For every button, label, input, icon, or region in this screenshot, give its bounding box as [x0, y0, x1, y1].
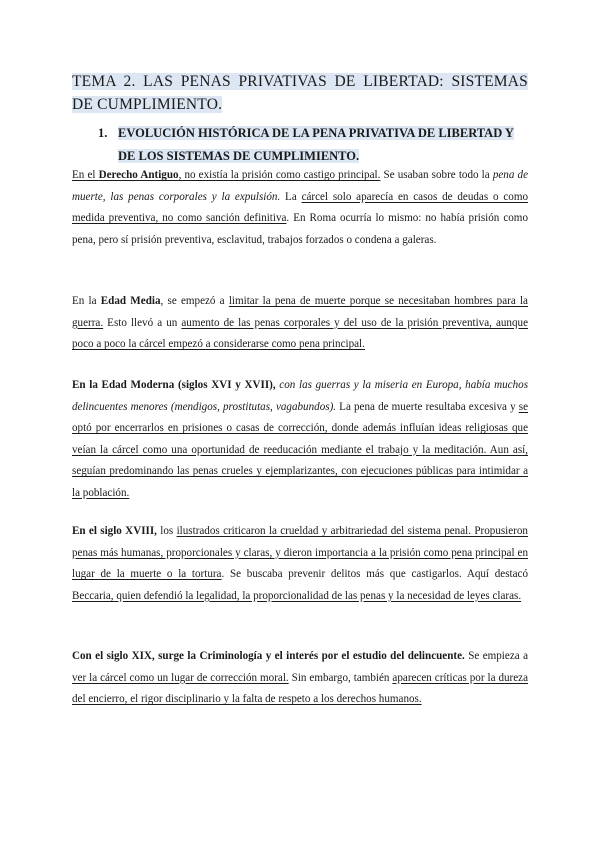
underlined-text: Beccaria, quien defendió la legalidad, la proporcionalidad de las penas y la necesidad de leyes claras. [72, 589, 522, 602]
paragraph-siglo-xviii: En el siglo XVIII, los ilustrados criticaron la crueldad y arbitrariedad del sistema penal. Propusieron penas más humanas, proporcionales y claras, y dieron importancia a la prisión como pena principal en lugar de la muerte o la tortura. Se buscaba prevenir delitos más que castigarlos. Aquí destacó Beccaria, quien defendió la legalidad, la proporcionalidad de las penas y la necesidad de leyes claras. [72, 525, 528, 602]
italic-text: pena de muerte, las penas corporales y la expulsión. [72, 169, 528, 203]
paragraph-edad-moderna: En la Edad Moderna (siglos XVI y XVII), con las guerras y la miseria en Europa, había muchos delincuentes menores (mendigos, prostitutas, vagabundos). La pena de muerte resultaba excesiva y se optó por encerrarlos en prisiones o casas de corrección, donde además influían ideas religiosas que veían la cárcel como una oportunidad de reeducación mediante el trabajo y la meditación. Aun así, seguían predominando las penas crueles y ejemplarizantes, con ejecuciones públicas para intimidar a la población. [72, 379, 529, 499]
underlined-text: aparecen críticas por la dureza del encierro, el rigor disciplinario y la falta de respeto a los derechos humanos. [72, 671, 529, 705]
underlined-text: ilustrados criticaron la crueldad y arbitrariedad del sistema penal. Propusieron penas más humanas, proporcionales y claras, y dieron importancia a la prisión como pena principal en lugar de la muerte o la tortura [72, 525, 528, 580]
italic-text: con las guerras y la miseria en Europa, había muchos delincuentes menores (mendigos, prostitutas, vagabundos). [72, 379, 529, 413]
section-heading-text: EVOLUCIÓN HISTÓRICA DE LA PENA PRIVATIVA DE LIBERTAD Y DE LOS SISTEMAS DE CUMPLIMIENTO. [118, 126, 514, 163]
paragraph-derecho-antiguo: En el Derecho Antiguo, no existía la prisión como castigo principal. Se usaban sobre todo la pena de muerte, las penas corporales y la expulsión. La cárcel solo aparecía en casos de deudas o como medida preventiva, no como sanción definitiva. En Roma ocurría lo mismo: no había prisión como pena, pero sí prisión preventiva, esclavitud, trabajos forzados o condena a galeras. [72, 169, 528, 246]
underlined-text: aumento de las penas corporales y del uso de la prisión preventiva, aunque poco a poco la cárcel empezó a considerarse como pena principal. [72, 316, 528, 350]
paragraph-siglo-xix: Con el siglo XIX, surge la Criminología y el interés por el estudio del delincuente. Se empieza a ver la cárcel como un lugar de corrección moral. Sin embargo, también aparecen críticas por la dureza del encierro, el rigor disciplinario y la falta de respeto a los derechos humanos. [72, 650, 529, 705]
document-title: TEMA 2. LAS PENAS PRIVATIVAS DE LIBERTAD: SISTEMAS DE CUMPLIMIENTO. [72, 73, 528, 113]
underlined-text: cárcel solo aparecía en casos de deudas o como medida preventiva, no como sanción definitiva [72, 190, 528, 224]
underlined-text: limitar la pena de muerte porque se necesitaban hombres para la guerra. [72, 295, 528, 329]
underlined-text: En el Derecho Antiguo, no existía la prisión como castigo principal. [72, 169, 381, 181]
underlined-text: se optó por encerrarlos en prisiones o casas de corrección, donde además influían ideas religiosas que veían la cárcel como una oportunidad de reeducación mediante el trabajo y la meditación. Aun así, seguían predominando las penas crueles y ejemplarizantes, con ejecuciones públicas para intimidar a la población. [72, 400, 528, 499]
section-number: 1. [98, 126, 108, 140]
section-heading [98, 122, 528, 168]
paragraph-edad-media: En la Edad Media, se empezó a limitar la pena de muerte porque se necesitaban hombres para la guerra. Esto llevó a un aumento de las penas corporales y del uso de la prisión preventiva, aunque poco a poco la cárcel empezó a considerarse como pena principal. [72, 295, 528, 350]
underlined-text: ver la cárcel como un lugar de corrección moral. [72, 671, 289, 684]
